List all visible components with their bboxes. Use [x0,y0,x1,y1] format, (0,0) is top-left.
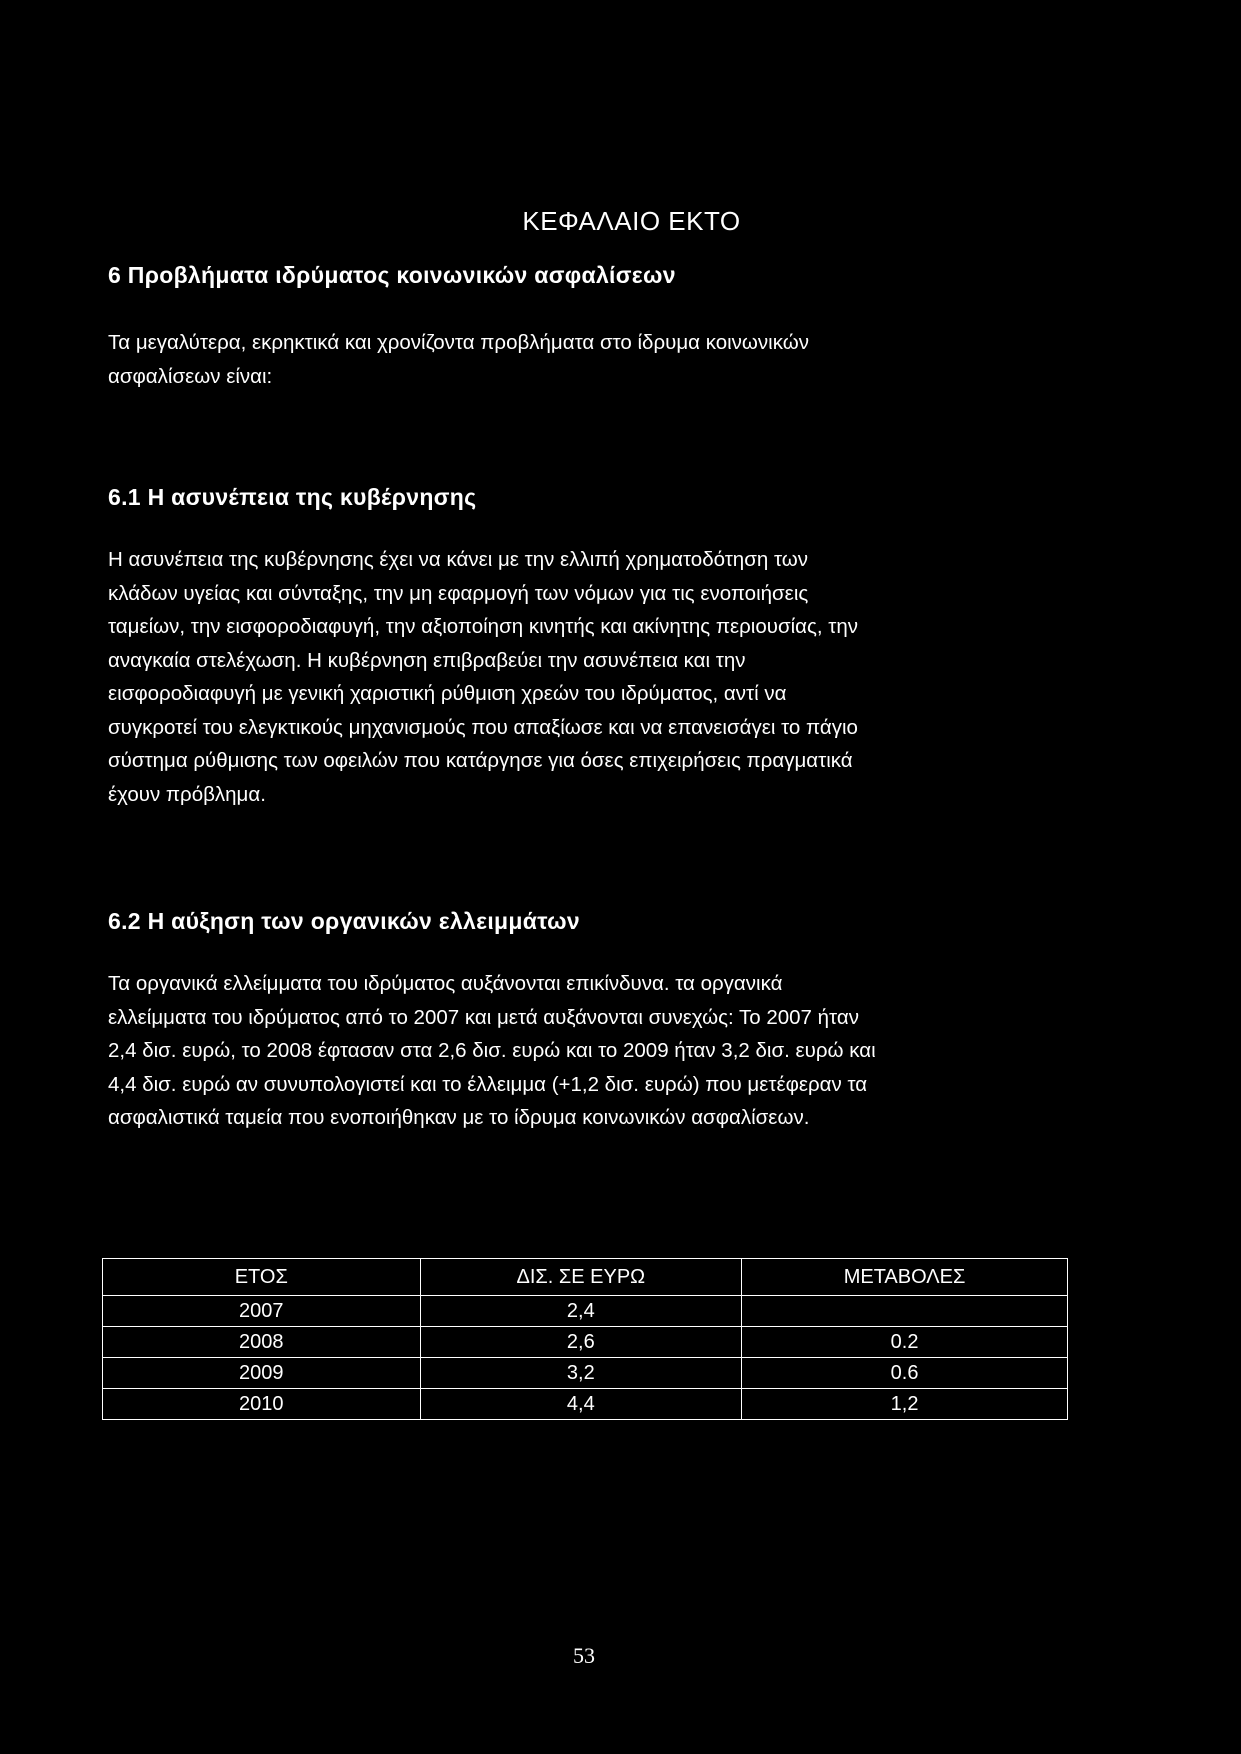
table-cell-amount: 3,2 [420,1358,742,1389]
table-row [103,1389,1068,1420]
section-6-1-heading: 6.1 Η ασυνέπεια της κυβέρνησης [108,484,477,510]
text-line: έχουν πρόβλημα. [108,782,266,806]
section-6-intro [108,326,1108,393]
table-row [103,1358,1068,1389]
table-cell-amount: 2,4 [420,1296,742,1327]
column-header-year: ΕΤΟΣ [103,1259,421,1296]
section-6-2-paragraph [108,967,1108,1135]
text-line: εισφοροδιαφυγή με γενική χαριστική ρύθμιση χρεών του ιδρύματος, αντί να [108,682,787,705]
text-line: κλάδων υγείας και σύνταξης, την μη εφαρμογή των νόμων για τις ενοποιήσεις [108,581,809,605]
text-line: Τα οργανικά ελλείμματα του ιδρύματος αυξάνονται επικίνδυνα. τα οργανικά [108,972,783,995]
section-6-heading: 6 Προβλήματα ιδρύματος κοινωνικών ασφαλίσεων [108,262,676,288]
text-line: ασφαλίσεων είναι: [108,364,273,388]
text-line: ταμείων, την εισφοροδιαφυγή, την αξιοποίηση κινητής και ακίνητης περιουσίας, την [108,615,859,638]
page-number: 53 [573,1643,595,1668]
table-cell-change: 1,2 [742,1389,1068,1420]
text-line: Τα μεγαλύτερα, εκρηκτικά και χρονίζοντα προβλήματα στο ίδρυμα κοινωνικών [108,331,809,354]
table-row [103,1296,1068,1327]
section-6-2-heading: 6.2 Η αύξηση των οργανικών ελλειμμάτων [108,908,580,934]
text-line: ασφαλιστικά ταμεία που ενοποιήθηκαν με το ίδρυμα κοινωνικών ασφαλίσεων. [108,1106,810,1129]
section-6-1-paragraph [108,543,1108,811]
text-line: σύστημα ρύθμισης των οφειλών που κατάργησε για όσες επιχειρήσεις πραγματικά [108,749,853,772]
text-line: Η ασυνέπεια της κυβέρνησης έχει να κάνει με την ελλιπή χρηματοδότηση των [108,548,809,571]
chapter-title [0,206,1241,237]
text-line: ελλείμματα του ιδρύματος από το 2007 και μετά αυξάνονται συνεχώς: Το 2007 ήταν [108,1005,859,1029]
table-cell-amount: 4,4 [420,1389,742,1420]
text-line: 2,4 δισ. ευρώ, το 2008 έφτασαν στα 2,6 δισ. ευρώ και το 2009 ήταν 3,2 δισ. ευρώ και [108,1039,876,1062]
table-row [103,1327,1068,1358]
text-line: 4,4 δισ. ευρώ αν συνυπολογιστεί και το έλλειμμα (+1,2 δισ. ευρώ) που μετέφεραν τα [108,1072,868,1096]
deficit-table [102,1258,1068,1420]
table-cell-year: 2009 [103,1358,421,1389]
table-cell-change: 0.6 [742,1358,1068,1389]
text-line: συγκροτεί του ελεγκτικούς μηχανισμούς που απαξίωσε και να επανεισάγει το πάγιο [108,715,858,739]
table-cell-change: 0.2 [742,1327,1068,1358]
table-cell-year: 2010 [103,1389,421,1420]
column-header-changes: ΜΕΤΑΒΟΛΕΣ [742,1259,1068,1296]
table-cell-year: 2007 [103,1296,421,1327]
chapter-title-text: ΚΕΦΑΛΑΙΟ ΕΚΤΟ [522,206,741,236]
table-header-row [103,1259,1068,1296]
table-cell-change [742,1296,1068,1327]
table-cell-amount: 2,6 [420,1327,742,1358]
text-line: αναγκαία στελέχωση. Η κυβέρνηση επιβραβεύει την ασυνέπεια και την [108,648,746,672]
column-header-amount: ΔΙΣ. ΣΕ ΕΥΡΩ [420,1259,742,1296]
table-cell-year: 2008 [103,1327,421,1358]
